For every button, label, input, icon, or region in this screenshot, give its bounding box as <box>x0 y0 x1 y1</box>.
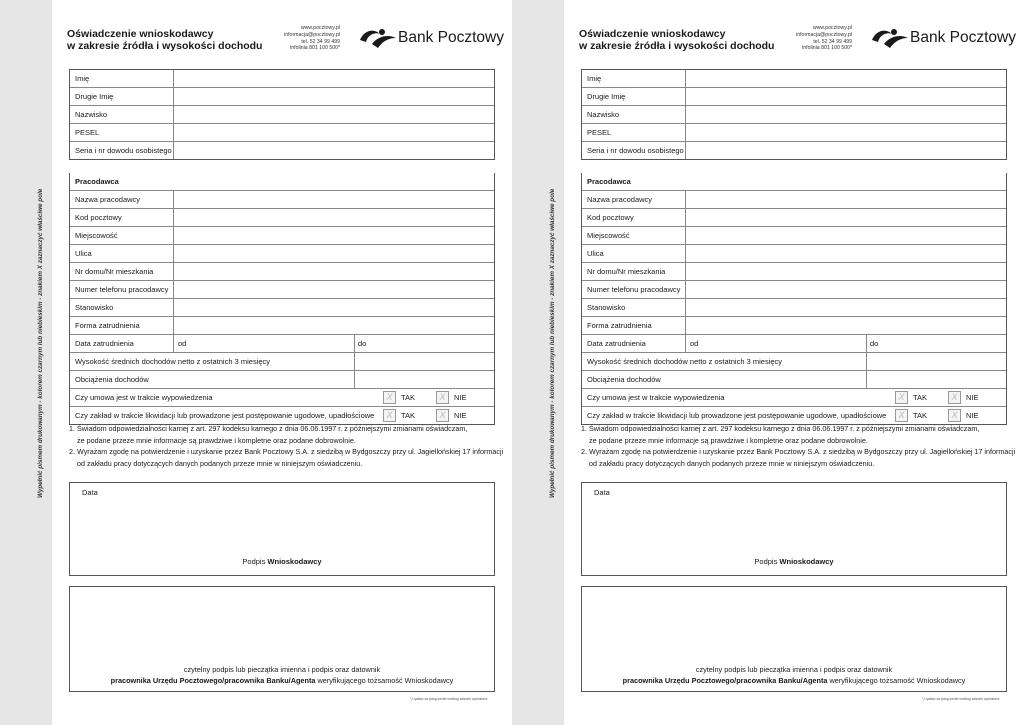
tak-checkbox[interactable]: X <box>895 409 908 422</box>
tak-checkbox[interactable]: X <box>383 391 396 404</box>
bank-name: Bank Pocztowy <box>910 29 1016 46</box>
email-link[interactable]: informacja@pocztowy.pl <box>284 31 340 38</box>
form-title: Oświadczenie wnioskodawcy w zakresie źródła i wysokości dochodu <box>579 28 775 52</box>
side-strip <box>0 0 52 725</box>
table-row[interactable]: Numer telefonu pracodawcy <box>70 281 494 299</box>
employer-table <box>581 173 1007 425</box>
employee-signature-caption: czytelny podpis lub pieczątka imienna i podpis oraz datownik pracownika Urzędu Pocztowego/pracownika Banku/Agenta weryfikującego tożsamość Wnioskodawcy <box>110 665 454 685</box>
form-page-right <box>512 0 1024 725</box>
declarations: 1. Świadom odpowiedzialności karnej z art. 297 kodeksu karnego z dnia 06.06.1997 r. z późniejszymi zmianami oświadczam, że podane przeze mnie informacje są prawdziwe i kompletne oraz podane dobrowolnie. 2. Wyrażam zgodę na potwierdzenie i uzyskanie przez Bank Pocztowy S.A. z siedzibą w Bydgoszczy przy ul. Jagiellońskiej 17 informacji od zakładu pracy dotyczących danych podanych przeze mnie w niniejszym oświadczeniu. <box>581 424 1016 468</box>
employee-signature-box[interactable] <box>581 586 1007 692</box>
table-row[interactable]: Imię <box>70 70 494 88</box>
table-row[interactable]: Numer telefonu pracodawcy <box>582 281 1006 299</box>
nie-checkbox[interactable]: X <box>436 409 449 422</box>
table-row[interactable]: Ulica <box>582 245 1006 263</box>
table-row[interactable]: Imię <box>582 70 1006 88</box>
contact-info <box>270 25 340 52</box>
table-row[interactable]: Nazwa pracodawcy <box>582 191 1006 209</box>
question-notice-row: Czy umowa jest w trakcie wypowiedzenia X TAK X NIE <box>582 389 1006 407</box>
nie-checkbox[interactable]: X <box>436 391 449 404</box>
table-row[interactable]: Ulica <box>70 245 494 263</box>
applicant-signature-caption: Podpis Wnioskodawcy <box>242 557 322 566</box>
question-liquidation-row: Czy zakład w trakcie likwidacji lub prowadzone jest postępowanie ugodowe, upadłościowe X TAK X NIE <box>587 410 979 420</box>
table-row[interactable]: Forma zatrudnienia <box>70 317 494 335</box>
bank-logo <box>358 26 503 52</box>
phone-text: tel. 52 34 99 499 <box>301 38 340 45</box>
website-link[interactable]: www.pocztowy.pl <box>300 25 340 31</box>
table-row[interactable]: Drugie Imię <box>582 88 1006 106</box>
personal-data-table <box>581 69 1007 160</box>
form-title: Oświadczenie wnioskodawcy w zakresie źródła i wysokości dochodu <box>67 28 263 52</box>
table-row[interactable]: Nazwa pracodawcy <box>70 191 494 209</box>
bank-logo <box>870 26 1015 52</box>
hotline-text: infolinia 801 100 500* <box>290 45 340 52</box>
employer-header: Pracodawca <box>582 173 1006 191</box>
table-row[interactable]: Nr domu/Nr mieszkania <box>70 263 494 281</box>
table-row[interactable]: Stanowisko <box>70 299 494 317</box>
burdens-row[interactable]: Obciążenia dochodów <box>582 371 1006 389</box>
tak-checkbox[interactable]: X <box>895 391 908 404</box>
side-strip <box>512 0 564 725</box>
table-row[interactable]: Stanowisko <box>582 299 1006 317</box>
applicant-signature-box[interactable]: Data Podpis Wnioskodawcy <box>69 482 495 576</box>
question-liquidation-row: Czy zakład w trakcie likwidacji lub prowadzone jest postępowanie ugodowe, upadłościowe X TAK X NIE <box>75 410 467 420</box>
table-row[interactable]: Seria i nr dowodu osobistego <box>70 142 494 159</box>
phone-text: tel. 52 34 99 499 <box>813 38 852 45</box>
table-row[interactable]: Nazwisko <box>582 106 1006 124</box>
bank-name: Bank Pocztowy <box>398 29 504 46</box>
employment-date-row[interactable]: Data zatrudnienia od do <box>70 335 494 353</box>
table-row[interactable]: Forma zatrudnienia <box>582 317 1006 335</box>
employer-header: Pracodawca <box>70 173 494 191</box>
question-notice-row: Czy umowa jest w trakcie wypowiedzenia X TAK X NIE <box>70 389 494 407</box>
personal-data-table <box>69 69 495 160</box>
hotline-text: infolinia 801 100 500* <box>802 45 852 52</box>
footnote: *) opłata za połączenie według stawek operatora <box>410 697 488 701</box>
applicant-signature-box[interactable]: Data Podpis Wnioskodawcy <box>581 482 1007 576</box>
table-row[interactable]: Kod pocztowy <box>70 209 494 227</box>
table-row[interactable]: Drugie Imię <box>70 88 494 106</box>
side-instruction: Wypełnić pismem drukowanym - kolorem czarnym lub niebieskim - znakiem X zaznaczyć właściwe pole <box>549 188 556 498</box>
applicant-signature-caption: Podpis Wnioskodawcy <box>754 557 834 566</box>
employee-signature-box[interactable] <box>69 586 495 692</box>
footnote: *) opłata za połączenie według stawek operatora <box>922 697 1000 701</box>
website-link[interactable]: www.pocztowy.pl <box>812 25 852 31</box>
employer-table <box>69 173 495 425</box>
nie-checkbox[interactable]: X <box>948 391 961 404</box>
table-row[interactable]: Miejscowość <box>582 227 1006 245</box>
table-row[interactable]: Miejscowość <box>70 227 494 245</box>
email-link[interactable]: informacja@pocztowy.pl <box>796 31 852 38</box>
burdens-row[interactable]: Obciążenia dochodów <box>70 371 494 389</box>
avg-income-row[interactable]: Wysokość średnich dochodów netto z ostatnich 3 miesięcy <box>70 353 494 371</box>
table-row[interactable]: PESEL <box>70 124 494 142</box>
declarations: 1. Świadom odpowiedzialności karnej z art. 297 kodeksu karnego z dnia 06.06.1997 r. z późniejszymi zmianami oświadczam, że podane przeze mnie informacje są prawdziwe i kompletne oraz podane dobrowolnie. 2. Wyrażam zgodę na potwierdzenie i uzyskanie przez Bank Pocztowy S.A. z siedzibą w Bydgoszczy przy ul. Jagiellońskiej 17 informacji od zakładu pracy dotyczących danych podanych przeze mnie w niniejszym oświadczeniu. <box>69 424 504 468</box>
nie-checkbox[interactable]: X <box>948 409 961 422</box>
table-row[interactable]: Nr domu/Nr mieszkania <box>582 263 1006 281</box>
side-instruction: Wypełnić pismem drukowanym - kolorem czarnym lub niebieskim - znakiem X zaznaczyć właściwe pole <box>37 188 44 498</box>
table-row[interactable]: PESEL <box>582 124 1006 142</box>
avg-income-row[interactable]: Wysokość średnich dochodów netto z ostatnich 3 miesięcy <box>582 353 1006 371</box>
employee-signature-caption: czytelny podpis lub pieczątka imienna i podpis oraz datownik pracownika Urzędu Pocztowego/pracownika Banku/Agenta weryfikującego tożsamość Wnioskodawcy <box>622 665 966 685</box>
contact-info <box>782 25 852 52</box>
table-row[interactable]: Seria i nr dowodu osobistego <box>582 142 1006 159</box>
tak-checkbox[interactable]: X <box>383 409 396 422</box>
table-row[interactable]: Kod pocztowy <box>582 209 1006 227</box>
table-row[interactable]: Nazwisko <box>70 106 494 124</box>
bank-logo-icon <box>870 26 910 50</box>
bank-logo-icon <box>358 26 398 50</box>
employment-date-row[interactable]: Data zatrudnienia od do <box>582 335 1006 353</box>
